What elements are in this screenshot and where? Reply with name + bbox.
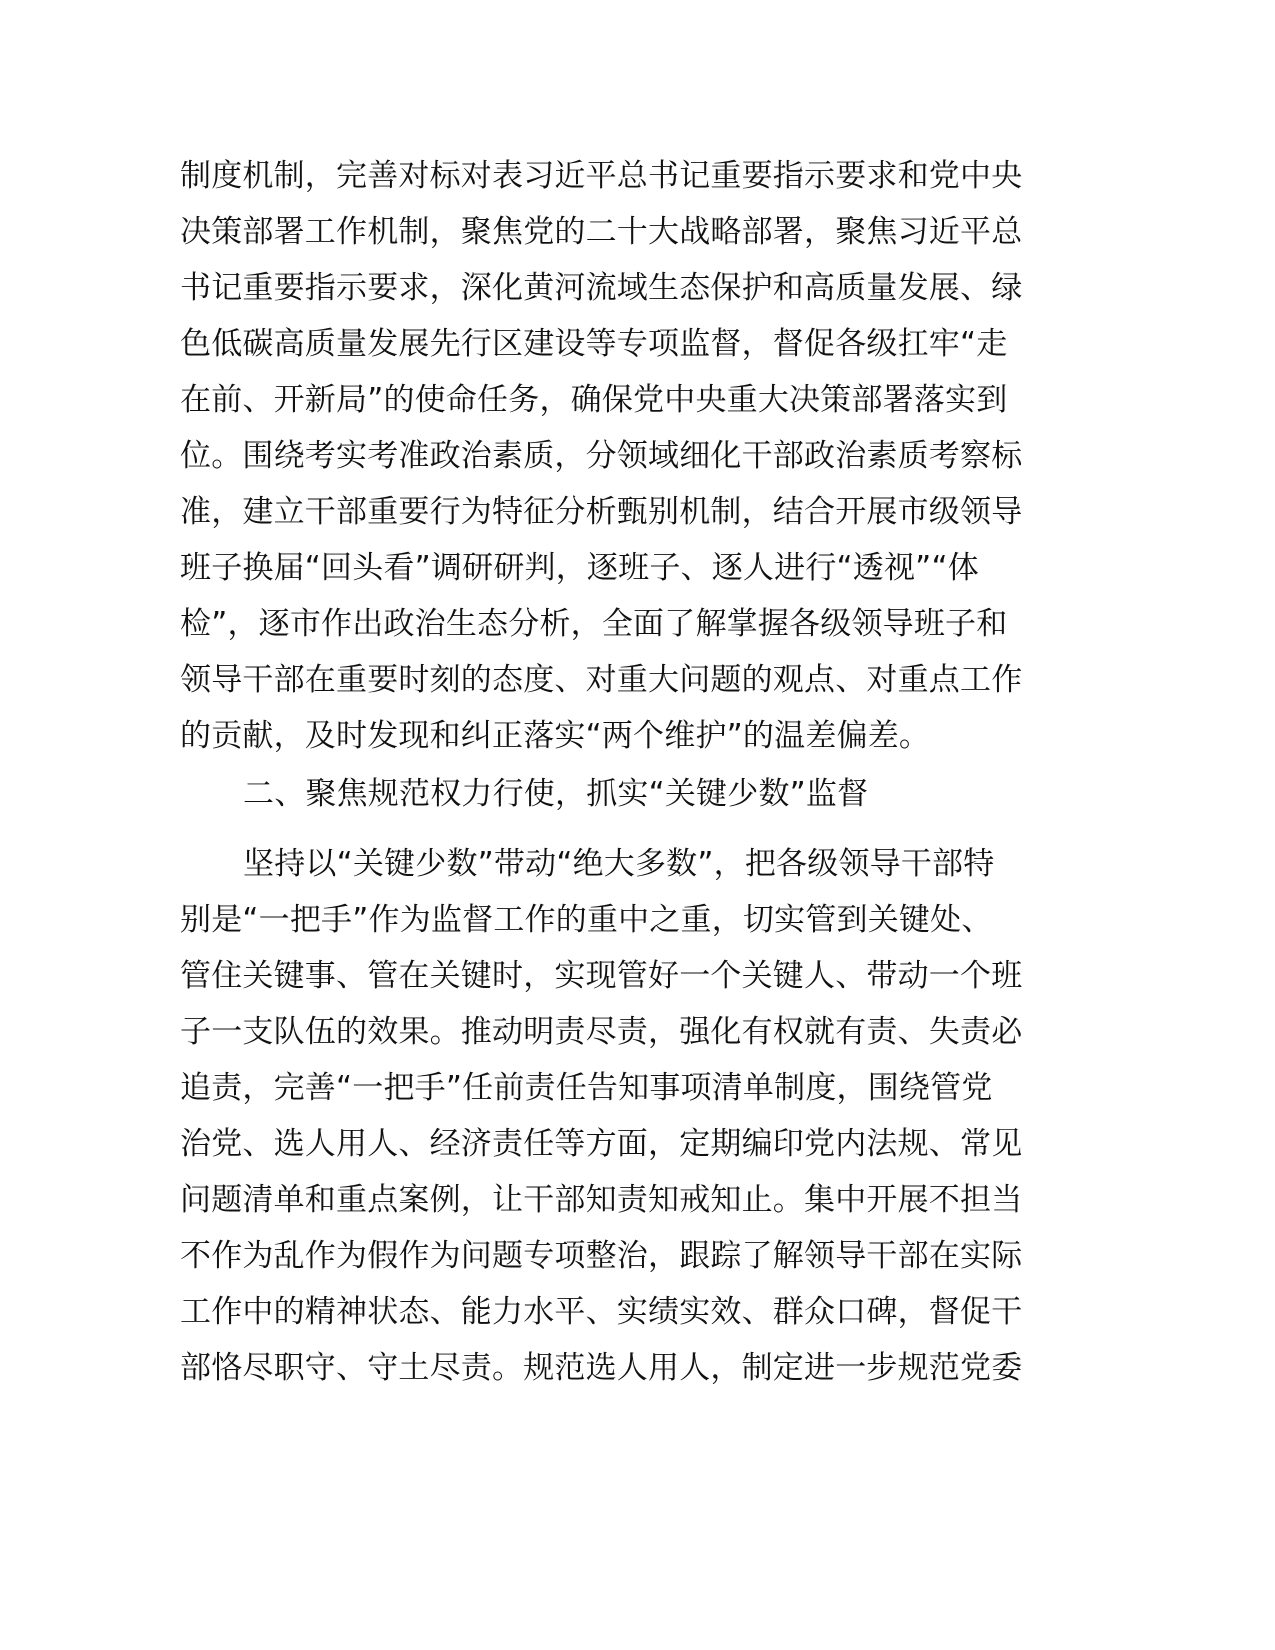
paragraph-line: 的贡献，及时发现和纠正落实“两个维护”的温差偏差。 — [180, 718, 931, 754]
paragraph-line: 班子换届“回头看”调研研判，逐班子、逐人进行“透视”“体 — [180, 550, 979, 586]
paragraph-line: 在前、开新局”的使命任务，确保党中央重大决策部署落实到 — [180, 382, 1008, 418]
paragraph-line: 部恪尽职守、守土尽责。规范选人用人，制定进一步规范党委 — [180, 1350, 1023, 1386]
paragraph-line: 别是“一把手”作为监督工作的重中之重，切实管到关键处、 — [180, 902, 993, 938]
paragraph-line: 位。围绕考实考准政治素质，分领域细化干部政治素质考察标 — [180, 438, 1023, 474]
paragraph-line: 子一支队伍的效果。推动明责尽责，强化有权就有责、失责必 — [180, 1014, 1023, 1050]
section-paragraph — [180, 836, 1040, 1396]
paragraph-line: 决策部署工作机制，聚焦党的二十大战略部署，聚焦习近平总 — [180, 214, 1023, 250]
paragraph-line: 色低碳高质量发展先行区建设等专项监督，督促各级扛牢“走 — [180, 326, 1008, 362]
section-heading: 二、聚焦规范权力行使，抓实“关键少数”监督 — [243, 776, 869, 812]
paragraph-line: 不作为乱作为假作为问题专项整治，跟踪了解领导干部在实际 — [180, 1238, 1023, 1274]
paragraph-line: 追责，完善“一把手”任前责任告知事项清单制度，围绕管党 — [180, 1070, 993, 1106]
paragraph-line: 领导干部在重要时刻的态度、对重大问题的观点、对重点工作 — [180, 662, 1023, 698]
paragraph-line: 坚持以“关键少数”带动“绝大多数”，把各级领导干部特 — [243, 846, 995, 882]
paragraph-line: 书记重要指示要求，深化黄河流域生态保护和高质量发展、绿 — [180, 270, 1023, 306]
paragraph-line: 问题清单和重点案例，让干部知责知戒知止。集中开展不担当 — [180, 1182, 1023, 1218]
section-heading-block — [180, 766, 1040, 822]
paragraph-line: 管住关键事、管在关键时，实现管好一个关键人、带动一个班 — [180, 958, 1023, 994]
paragraph-line: 制度机制，完善对标对表习近平总书记重要指示要求和党中央 — [180, 158, 1023, 194]
paragraph-line: 工作中的精神状态、能力水平、实绩实效、群众口碑，督促干 — [180, 1294, 1023, 1330]
paragraph-line: 治党、选人用人、经济责任等方面，定期编印党内法规、常见 — [180, 1126, 1023, 1162]
continued-paragraph — [180, 148, 1040, 764]
paragraph-line: 准，建立干部重要行为特征分析甄别机制，结合开展市级领导 — [180, 494, 1023, 530]
paragraph-line: 检”，逐市作出政治生态分析，全面了解掌握各级领导班子和 — [180, 606, 1008, 642]
